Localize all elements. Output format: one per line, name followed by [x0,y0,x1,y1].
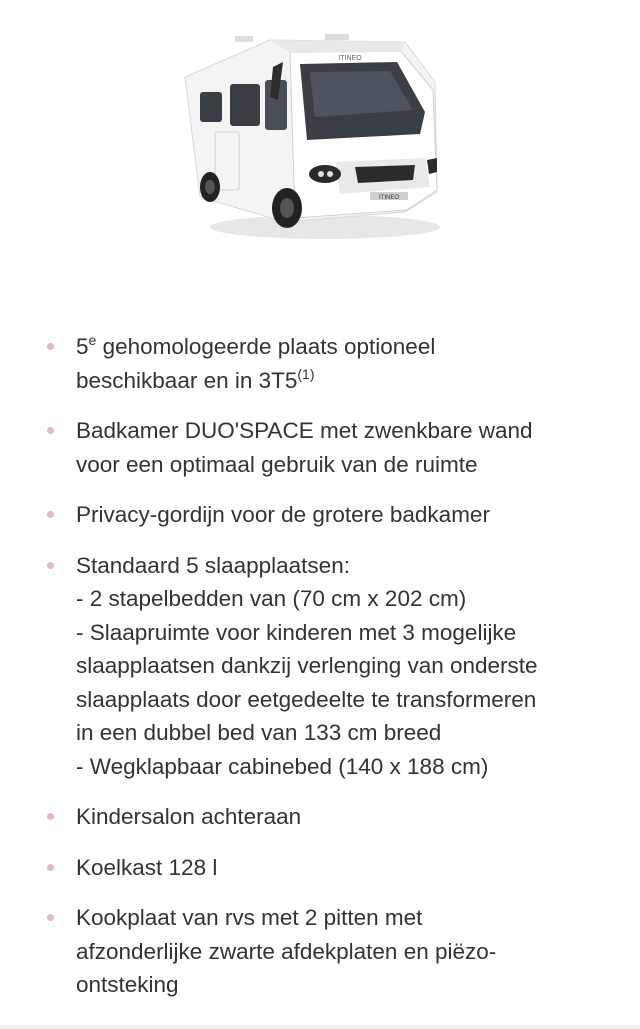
bullet-icon [47,427,54,434]
bullet-icon [47,511,54,518]
list-item-text: Kookplaat van rvs met 2 pitten met [76,905,423,930]
footnote-marker: (1) [297,365,315,382]
list-item [0,800,640,834]
list-item-text: Kindersalon achteraan [76,804,302,829]
bullet-icon [47,864,54,871]
list-item-text: ontsteking [76,972,179,997]
list-item [0,498,640,532]
list-item-text: gehomologeerde plaats optioneel [102,334,436,359]
list-item-text: - Slaapruimte voor kinderen met 3 mogelijke [76,619,517,645]
list-item-text: slaapplaats door eetgedeelte te transformeren [76,686,537,712]
ordinal-suffix: e [88,332,97,348]
bullet-icon [47,813,54,820]
list-item [0,549,640,784]
list-item-text: Standaard 5 slaapplaatsen: [76,552,350,578]
list-item-text: beschikbaar en in 3T5 [76,367,298,393]
ordinal-number: 5 [76,334,89,359]
list-item [0,851,640,885]
motorhome-image [175,22,450,247]
list-item-text: Privacy-gordijn voor de grotere badkamer [76,502,490,527]
motorhome-illustration [175,22,450,247]
bullet-icon [47,343,54,350]
list-item-text: voor een optimaal gebruik van de ruimte [76,451,478,477]
list-item-text: slaapplaatsen dankzij verlenging van onderste [76,653,538,678]
bullet-icon [47,562,54,569]
bullet-icon [47,914,54,921]
list-item [0,901,640,1002]
list-item-text: Badkamer DUO'SPACE met zwenkbare wand [76,418,533,443]
brand-logo-text: ITINEO [338,55,362,62]
grille-brand-text: ITINEO [378,195,400,201]
list-item [0,330,640,397]
list-item [0,414,640,481]
list-item-text: Koelkast 128 l [76,854,218,880]
list-item-text: afzonderlijke zwarte afdekplaten en piëzo- [76,938,497,964]
bottom-divider [0,1025,640,1029]
list-item-text: - Wegklapbaar cabinebed (140 x 188 cm) [76,753,489,779]
list-item-text: - 2 stapelbedden van (70 cm x 202 cm) [76,586,467,611]
feature-list [0,330,640,1019]
list-item-text: in een dubbel bed van 133 cm breed [76,720,442,745]
